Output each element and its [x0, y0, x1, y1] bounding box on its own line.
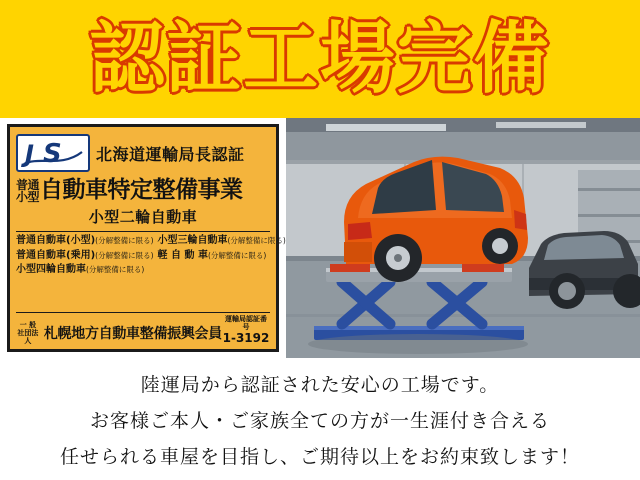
plate-category-3-note: (分解整備に限る)	[207, 250, 267, 260]
plate-number-value: 1-3192	[222, 330, 270, 345]
plate-category-0-name: 普通自動車(小型)	[16, 235, 96, 247]
plate-category-1-note: (分解整備に限る)	[227, 236, 286, 246]
plate-category-4-name: 小型四輪自動車	[16, 264, 86, 276]
plate-category-1-name: 小型三輪自動車	[157, 235, 228, 247]
plate-category-2	[16, 250, 154, 263]
plate-category-3	[158, 250, 286, 263]
plate-category-0-note: (分解整備に限る)	[95, 236, 154, 246]
plate-category-grid	[16, 235, 286, 277]
certification-plate-container	[0, 118, 286, 358]
plate-business-prefix	[16, 179, 39, 203]
plate-category-0	[16, 235, 154, 248]
footer-message	[0, 358, 640, 480]
plate-divider	[16, 231, 270, 232]
plate-org-prefix-line1: 一 般	[19, 320, 37, 329]
plate-subline: 小型二輪自動車	[88, 208, 198, 227]
plate-business-prefix-top: 普通	[16, 177, 40, 192]
page-title: 認証工場完備	[89, 14, 551, 104]
footer-line-1: 陸運局から認証された安心の工場です。	[140, 373, 500, 396]
plate-org-prefix-line2: 社団法人	[17, 328, 39, 345]
svg-text:S: S	[43, 139, 62, 168]
plate-certification-number	[222, 316, 270, 345]
plate-authority-text: 北海道運輸局長認証	[96, 144, 245, 164]
body-area	[0, 118, 640, 358]
plate-category-2-note: (分解整備に限る)	[95, 250, 154, 260]
plate-business-prefix-bottom: 小型	[16, 189, 40, 204]
plate-header-row	[16, 131, 270, 175]
certification-plate	[7, 124, 286, 352]
plate-category-3-name: 軽 自 動 車	[157, 249, 208, 261]
plate-category-1	[158, 235, 286, 248]
plate-org-prefix	[16, 321, 40, 345]
plate-category-2-name: 普通自動車(乗用)	[16, 249, 96, 261]
plate-org-name: 札幌地方自動車整備振興会員	[43, 325, 222, 342]
plate-category-4	[16, 264, 154, 277]
plate-category-4-note: (分解整備に限る)	[86, 265, 145, 275]
workshop-photo	[286, 118, 640, 358]
plate-footer-row	[16, 312, 270, 345]
footer-line-2: お客様ご本人・ご家族全ての方が一生涯付き合える	[89, 409, 550, 432]
plate-category-5	[158, 264, 286, 277]
svg-text:J: J	[25, 140, 34, 168]
plate-business-main: 自動車特定整備事業	[40, 177, 243, 203]
plate-organization	[16, 321, 222, 345]
plate-business-type	[16, 177, 270, 203]
js-logo-icon	[16, 134, 90, 172]
plate-number-label: 運輸局認証番号	[224, 315, 267, 332]
footer-line-3: 任せられる車屋を目指し、ご期待以上をお約束致します！	[59, 445, 580, 468]
header-banner	[0, 0, 640, 118]
